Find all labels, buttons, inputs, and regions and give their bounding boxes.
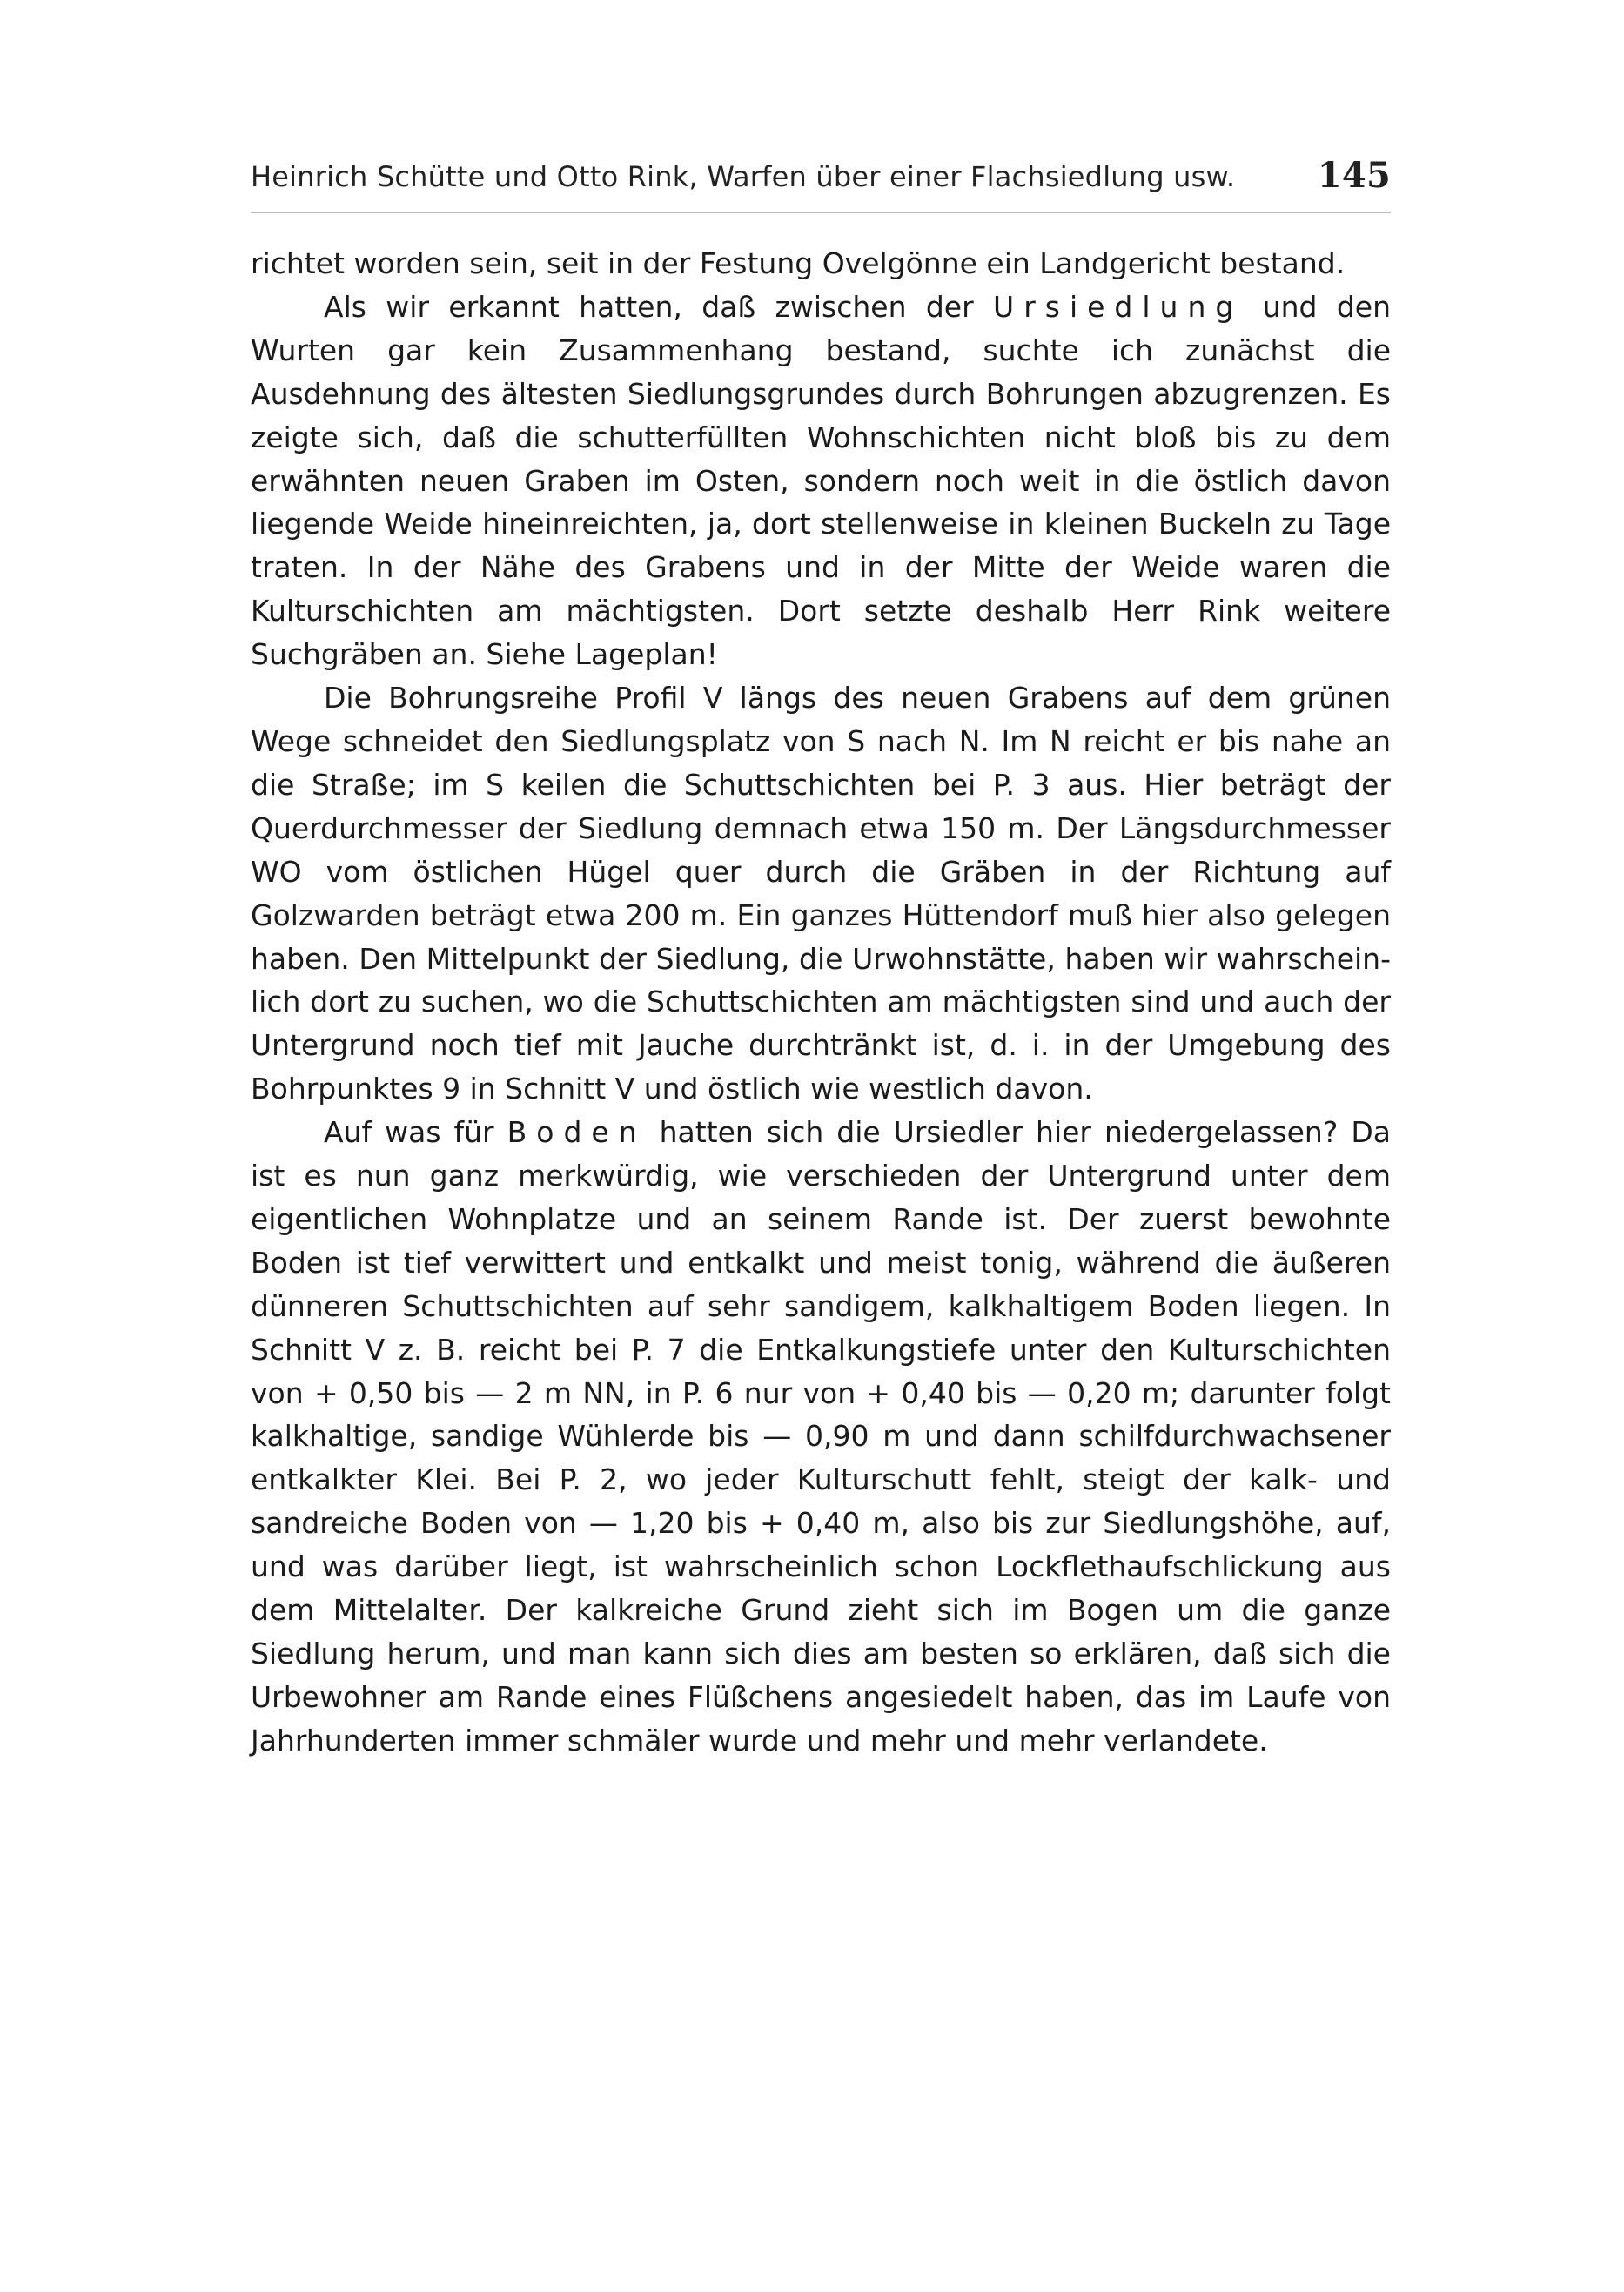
emphasis-boden: Boden — [507, 1115, 647, 1150]
header-rule — [251, 212, 1391, 213]
paragraph-2-lead: Als wir erkannt hatten, daß zwischen der — [324, 289, 994, 324]
paragraph-4-lead: Auf was für — [324, 1115, 507, 1150]
paragraph-4 — [251, 1111, 1391, 1763]
emphasis-ursiedlung: Ursiedlung — [993, 289, 1244, 324]
body-text — [251, 242, 1391, 1763]
running-title: Heinrich Schütte und Otto Rink, Warfen über einer Flachsiedlung usw. — [251, 160, 1236, 193]
running-head — [251, 155, 1391, 204]
paragraph-3: Die Bohrungsreihe Profil V längs des neuen Grabens auf dem grünen Wege schneidet den Siedlungsplatz von S nach N. Im N reicht er bis nahe an die Straße; im S keilen die Schuttschichten bei P. 3 aus. Hier beträgt der Querdurchmesser der Siedlung demnach etwa 150 m. Der Längsdurchmesser WO vom östlichen Hügel quer durch die Gräben in der Richtung auf Golzwarden beträgt etwa 200 m. Ein ganzes Hüttendorf muß hier also gelegen haben. Den Mittelpunkt der Siedlung, die Urwohnstätte, haben wir wahrscheinlich dort zu suchen, wo die Schuttschichten am mächtigsten sind und auch der Untergrund noch tief mit Jauche durchtränkt ist, d. i. in der Umgebung des Bohrpunktes 9 in Schnitt V und östlich wie westlich davon. — [251, 681, 1391, 1106]
paragraph-2 — [251, 286, 1391, 676]
paragraph-1: richtet worden sein, seit in der Festung Ovelgönne ein Landgericht bestand. — [251, 246, 1346, 280]
page-number: 145 — [1317, 155, 1391, 196]
paragraph-4-rest: hatten sich die Ursiedler hier niedergelassen? Da ist es nun ganz merkwürdig, wie verschieden der Untergrund unter dem eigentlichen Wohnplatze und an seinem Rande ist. Der zuerst bewohnte Boden ist tief verwittert und entkalkt und meist tonig, während die äußeren dünneren Schuttschichten auf sehr sandigem, kalkhaltigem Boden liegen. In Schnitt V z. B. reicht bei P. 7 die Entkalkungstiefe unter den Kulturschichten von + 0,50 bis — 2 m NN, in P. 6 nur von + 0,40 bis — 0,20 m; darunter folgt kalkhaltige, sandige Wühlerde bis — 0,90 m und dann schilfdurchwachsener entkalkter Klei. Bei P. 2, wo jeder Kulturschutt fehlt, steigt der kalk- und sandreiche Boden von — 1,20 bis + 0,40 m, also bis zur Siedlungshöhe, auf, und was darüber liegt, ist wahrscheinlich schon Lockflethaufschlickung aus dem Mittelalter. Der kalkreiche Grund zieht sich im Bogen um die ganze Siedlung herum, und man kann sich dies am besten so erklären, daß sich die Urbewohner am Rande eines Flüßchens angesiedelt haben, das im Laufe von Jahrhunderten immer schmäler wurde und mehr und mehr verlandete. — [251, 1115, 1391, 1758]
paragraph-2-rest: und den Wurten gar kein Zusammenhang bestand, suchte ich zunächst die Ausdehnung des ältesten Siedlungsgrundes durch Bohrungen abzugrenzen. Es zeigte sich, daß die schutterfüllten Wohnschichten nicht bloß bis zu dem erwähnten neuen Graben im Osten, sondern noch weit in die östlich davon liegende Weide hineinreichten, ja, dort stellenweise in kleinen Buckeln zu Tage traten. In der Nähe des Grabens und in der Mitte der Weide waren die Kulturschichten am mächtigsten. Dort setzte deshalb Herr Rink weitere Suchgräben an. Siehe Lageplan! — [251, 289, 1391, 672]
